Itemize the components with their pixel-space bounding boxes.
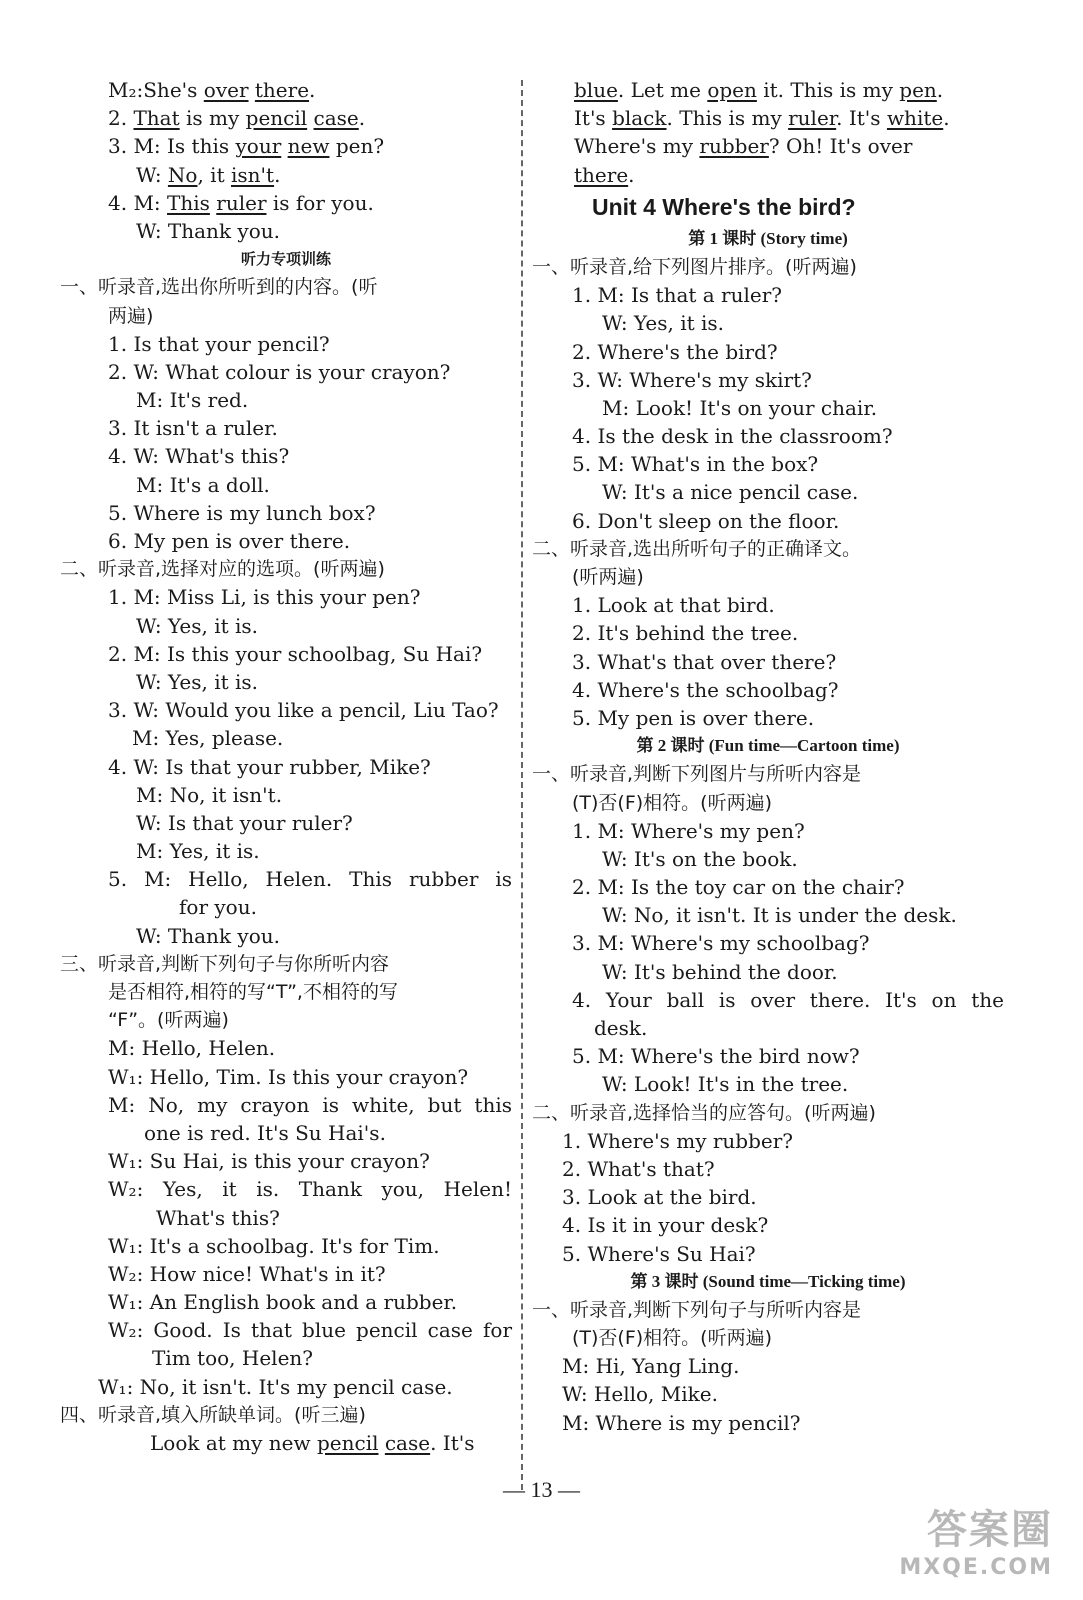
list-item: M: No, my crayon is white, but this	[108, 1092, 512, 1117]
list-item: 1. Where's my rubber?	[562, 1128, 794, 1153]
question-title: 二、听录音,选择恰当的应答句。(听两遍)	[532, 1101, 876, 1124]
question-title: 一、听录音,判断下列句子与所听内容是	[532, 1298, 862, 1321]
list-item: 4. W: Is that your rubber, Mike?	[108, 754, 431, 779]
list-item: 2. Where's the bird?	[572, 339, 778, 364]
list-item: W: Yes, it is.	[136, 613, 259, 638]
list-item: 5. M: Where's the bird now?	[572, 1044, 860, 1069]
right-column	[532, 76, 1004, 1437]
list-item: Tim too, Helen?	[152, 1346, 314, 1371]
list-item: W: Is that your ruler?	[136, 810, 353, 835]
list-item: 1. M: Where's my pen?	[572, 818, 805, 843]
list-item: W₁: Hello, Tim. Is this your crayon?	[108, 1064, 469, 1089]
list-item: 5. My pen is over there.	[572, 705, 815, 730]
list-item: 3. W: Where's my skirt?	[572, 367, 812, 392]
list-item: 3. Look at the bird.	[562, 1185, 757, 1210]
list-item: W₁: No, it isn't. It's my pencil case.	[98, 1374, 453, 1399]
list-item: W₁: It's a schoolbag. It's for Tim.	[108, 1233, 440, 1258]
watermark-url: MXQE.COM	[899, 1555, 1053, 1580]
list-item: 5. M: What's in the box?	[572, 452, 819, 477]
list-item: 1. Look at that bird.	[572, 593, 775, 618]
question-title: (T)否(F)相符。(听两遍)	[572, 1327, 773, 1350]
list-item: 3. W: Would you like a pencil, Liu Tao?	[108, 698, 499, 723]
fill-in-line: Look at my new pencil case. It's	[150, 1431, 475, 1455]
list-item: 1. Is that your pencil?	[108, 331, 330, 356]
list-item: 4. Is it in your desk?	[562, 1213, 769, 1238]
question-title: 两遍)	[108, 304, 154, 327]
question-title: 二、听录音,选出所听句子的正确译文。	[532, 537, 862, 560]
lesson-heading: 第 3 课时 (Sound time—Ticking time)	[630, 1271, 906, 1291]
list-item: 5. Where's Su Hai?	[562, 1241, 756, 1266]
unit-title: Unit 4 Where's the bird?	[592, 193, 856, 220]
dialogue-line: W: No, it isn't.	[136, 162, 281, 187]
list-item: M: Look! It's on your chair.	[602, 395, 878, 420]
list-item: M: Hi, Yang Ling.	[562, 1354, 740, 1379]
list-item: M: Yes, please.	[132, 726, 284, 751]
list-item: What's this?	[156, 1205, 280, 1230]
watermark-logo	[893, 1498, 1053, 1580]
list-item: W: It's behind the door.	[602, 959, 838, 984]
list-item: 4. Is the desk in the classroom?	[572, 424, 893, 449]
question-title: 一、听录音,给下列图片排序。(听两遍)	[532, 255, 857, 278]
list-item: W: Yes, it is.	[602, 311, 725, 336]
list-item: W₁: An English book and a rubber.	[108, 1290, 458, 1315]
dialogue-line: 2. That is my pencil case.	[108, 106, 366, 131]
column-divider	[521, 80, 523, 1490]
list-item: 2. It's behind the tree.	[572, 621, 799, 646]
list-item: 6. Don't sleep on the floor.	[572, 508, 840, 533]
question-title: (听两遍)	[572, 566, 644, 588]
list-item: M: It's red.	[136, 388, 249, 413]
question-title: 三、听录音,判断下列句子与你所听内容	[60, 952, 390, 975]
list-item: W: Hello, Mike.	[562, 1382, 718, 1407]
list-item: M: Where is my pencil?	[562, 1410, 801, 1435]
list-item: W: Look! It's in the tree.	[602, 1072, 849, 1097]
fill-in-line: blue. Let me open it. This is my pen.	[574, 78, 944, 102]
list-item: W: It's on the book.	[602, 846, 798, 871]
list-item: 2. What's that?	[562, 1156, 715, 1181]
list-item: 3. What's that over there?	[572, 649, 837, 674]
list-item: W₂: Yes, it is. Thank you, Helen!	[108, 1177, 512, 1202]
lesson-heading: 第 2 课时 (Fun time—Cartoon time)	[636, 736, 900, 756]
question-title: 一、听录音,选出你所听到的内容。(听	[60, 276, 378, 299]
list-item: for you.	[179, 895, 257, 920]
list-item: M: No, it isn't.	[136, 782, 283, 807]
watermark-text: 答案圈	[927, 1507, 1053, 1553]
list-item: 2. M: Is the toy car on the chair?	[572, 875, 905, 900]
list-item: 6. My pen is over there.	[108, 529, 351, 553]
question-title: 是否相符,相符的写“T”,不相符的写	[108, 981, 398, 1003]
question-title: 四、听录音,填入所缺单词。(听三遍)	[60, 1403, 366, 1426]
question-title: “F”。(听两遍)	[108, 1009, 229, 1032]
question-title: (T)否(F)相符。(听两遍)	[572, 791, 773, 814]
dialogue-line: W: Thank you.	[136, 218, 280, 243]
dialogue-line: M₂:She's over there.	[108, 78, 316, 102]
list-item: M: Yes, it is.	[136, 839, 260, 864]
list-item: M: Hello, Helen.	[108, 1036, 276, 1061]
dialogue-line: 3. M: Is this your new pen?	[108, 134, 385, 159]
left-column	[60, 76, 512, 1457]
question-title: 一、听录音,判断下列图片与所听内容是	[532, 763, 862, 786]
list-item: M: It's a doll.	[136, 472, 270, 497]
list-item: desk.	[594, 1016, 648, 1040]
fill-in-line: Where's my rubber? Oh! It's over	[574, 134, 913, 159]
list-item: W₂: Good. Is that blue pencil case for	[108, 1318, 512, 1343]
section-heading: 听力专项训练	[240, 250, 331, 269]
page-number: — 13 —	[503, 1477, 580, 1502]
dialogue-line: 4. M: This ruler is for you.	[108, 190, 374, 215]
list-item: W: Thank you.	[136, 923, 280, 948]
list-item: 2. W: What colour is your crayon?	[108, 359, 451, 384]
fill-in-line: It's black. This is my ruler. It's white.	[574, 106, 950, 131]
list-item: 4. Your ball is over there. It's on the	[572, 987, 1004, 1012]
list-item: 5. M: Hello, Helen. This rubber is	[108, 867, 512, 892]
list-item: 3. It isn't a ruler.	[108, 416, 278, 441]
list-item: 1. M: Miss Li, is this your pen?	[108, 585, 421, 610]
list-item: W: No, it isn't. It is under the desk.	[602, 903, 957, 928]
lesson-heading: 第 1 课时 (Story time)	[688, 228, 848, 248]
list-item: W₂: How nice! What's in it?	[108, 1261, 386, 1286]
list-item: W: It's a nice pencil case.	[602, 480, 859, 505]
list-item: 3. M: Where's my schoolbag?	[572, 931, 870, 956]
list-item: one is red. It's Su Hai's.	[144, 1120, 386, 1145]
fill-in-line: there.	[574, 162, 635, 187]
list-item: 1. M: Is that a ruler?	[572, 283, 783, 308]
list-item: W: Yes, it is.	[136, 669, 259, 694]
list-item: 5. Where is my lunch box?	[108, 500, 376, 525]
list-item: W₁: Su Hai, is this your crayon?	[108, 1149, 430, 1174]
list-item: 4. Where's the schoolbag?	[572, 677, 839, 702]
list-item: 2. M: Is this your schoolbag, Su Hai?	[108, 641, 483, 666]
question-title: 二、听录音,选择对应的选项。(听两遍)	[60, 558, 385, 581]
list-item: 4. W: What's this?	[108, 444, 290, 469]
